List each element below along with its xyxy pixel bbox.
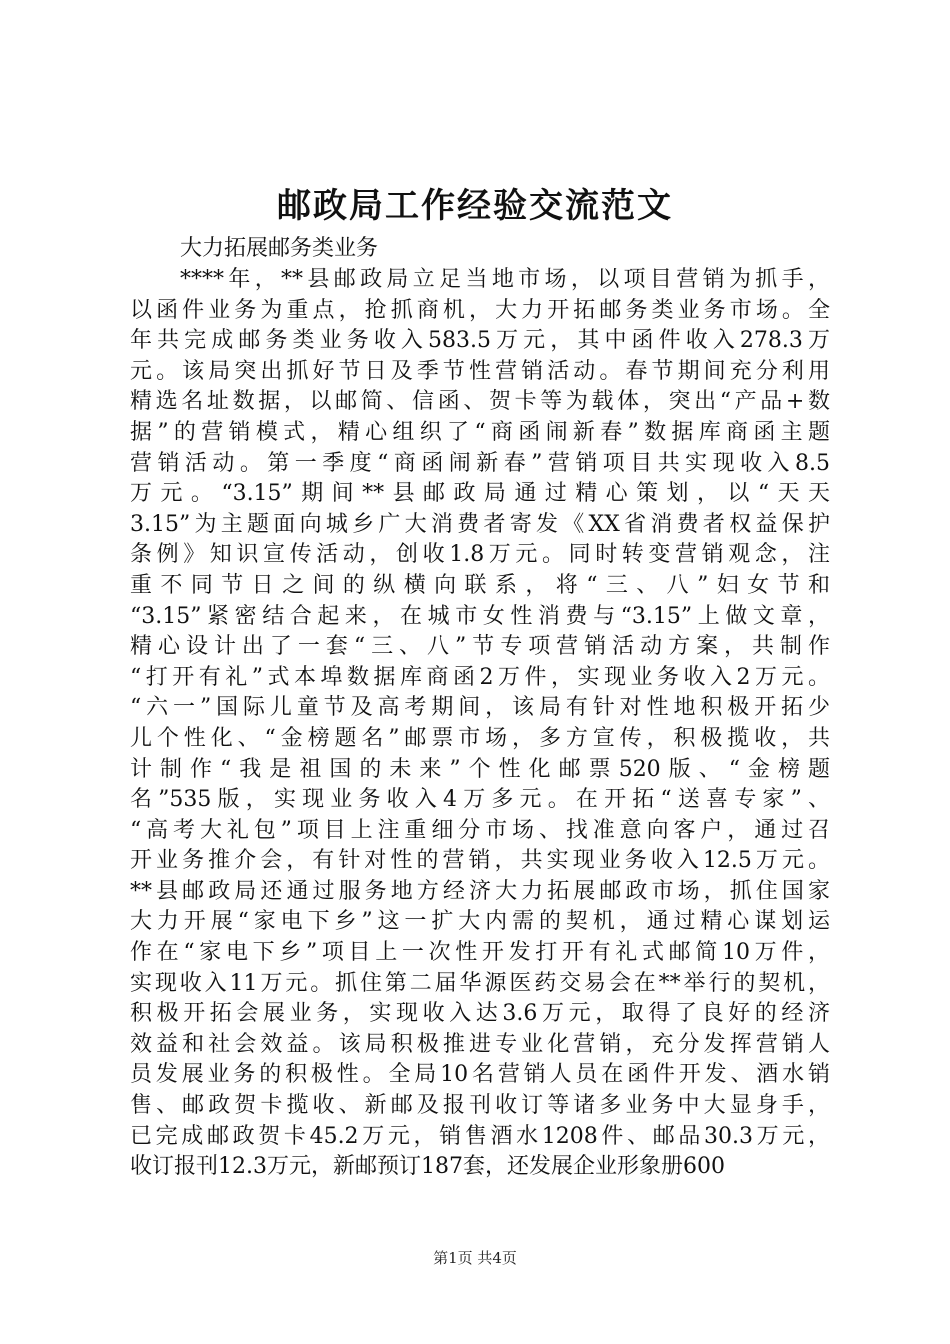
document-title: 邮政局工作经验交流范文: [277, 186, 673, 226]
paragraph-line: 计制作“我是祖国的未来”个性化邮票520版、“金榜题: [130, 756, 830, 782]
paragraph-line: **县邮政局还通过服务地方经济大力拓展邮政市场，抓住国家: [130, 878, 830, 904]
page-footer: 第1页 共4页: [433, 1249, 517, 1267]
paragraph-line: 营销活动。第一季度“商函闹新春”营销项目共实现收入8.5: [130, 450, 830, 476]
paragraph-line: 元。该局突出抓好节日及季节性营销活动。春节期间充分利用: [130, 358, 830, 384]
paragraph-line: “六一”国际儿童节及高考期间，该局有针对性地积极开拓少: [130, 695, 830, 721]
paragraph-line: 售、邮政贺卡揽收、新邮及报刊收订等诸多业务中大显身手，: [130, 1093, 830, 1119]
paragraph-line: 儿个性化、“金榜题名”邮票市场，多方宣传，积极揽收，共: [130, 725, 830, 751]
paragraph-line: 已完成邮政贺卡45.2万元，销售酒水1208件、邮品30.3万元，: [130, 1123, 830, 1149]
paragraph-line: 条例》知识宣传活动，创收1.8万元。同时转变营销观念，注: [130, 542, 830, 568]
section-heading: 大力拓展邮务类业务: [180, 236, 379, 261]
body-paragraph: [130, 265, 830, 1183]
paragraph-line: 万元。“3.15”期间**县邮政局通过精心策划，以“天天: [130, 481, 830, 507]
paragraph-line: 重不同节日之间的纵横向联系，将“三、八”妇女节和: [130, 572, 830, 598]
paragraph-line: ****年，**县邮政局立足当地市场，以项目营销为抓手，: [180, 267, 830, 292]
paragraph-line: “高考大礼包”项目上注重细分市场、找准意向客户，通过召: [130, 817, 830, 843]
paragraph-line: “3.15”紧密结合起来，在城市女性消费与“3.15”上做文章，: [130, 603, 830, 629]
paragraph-line: 收订报刊12.3万元，新邮预订187套，还发展企业形象册600: [130, 1154, 725, 1180]
paragraph-line: 以函件业务为重点，抢抓商机，大力开拓邮务类业务市场。全: [130, 297, 830, 323]
paragraph-line: 精选名址数据，以邮简、信函、贺卡等为载体，突出“产品+数: [130, 389, 830, 415]
paragraph-line: 员发展业务的积极性。全局10名营销人员在函件开发、酒水销: [130, 1062, 830, 1088]
paragraph-line: 开业务推介会，有针对性的营销，共实现业务收入12.5万元。: [130, 848, 830, 874]
paragraph-line: 积极开拓会展业务，实现收入达3.6万元，取得了良好的经济: [130, 1001, 830, 1027]
paragraph-line: 大力开展“家电下乡”这一扩大内需的契机，通过精心谋划运: [130, 909, 830, 935]
paragraph-line: 作在“家电下乡”项目上一次性开发打开有礼式邮简10万件，: [130, 940, 830, 966]
paragraph-line: 名”535版，实现业务收入4万多元。在开拓“送喜专家”、: [130, 787, 830, 813]
paragraph-line: 精心设计出了一套“三、八”节专项营销活动方案，共制作: [130, 634, 830, 660]
paragraph-line: 效益和社会效益。该局积极推进专业化营销，充分发挥营销人: [130, 1031, 830, 1057]
paragraph-line: 实现收入11万元。抓住第二届华源医药交易会在**举行的契机，: [130, 970, 830, 996]
paragraph-line: 据”的营销模式，精心组织了“商函闹新春”数据库商函主题: [130, 419, 830, 445]
paragraph-line: “打开有礼”式本埠数据库商函2万件，实现业务收入2万元。: [130, 664, 830, 690]
paragraph-line: 年共完成邮务类业务收入583.5万元，其中函件收入278.3万: [130, 328, 830, 354]
paragraph-line: 3.15”为主题面向城乡广大消费者寄发《XX省消费者权益保护: [130, 511, 830, 537]
